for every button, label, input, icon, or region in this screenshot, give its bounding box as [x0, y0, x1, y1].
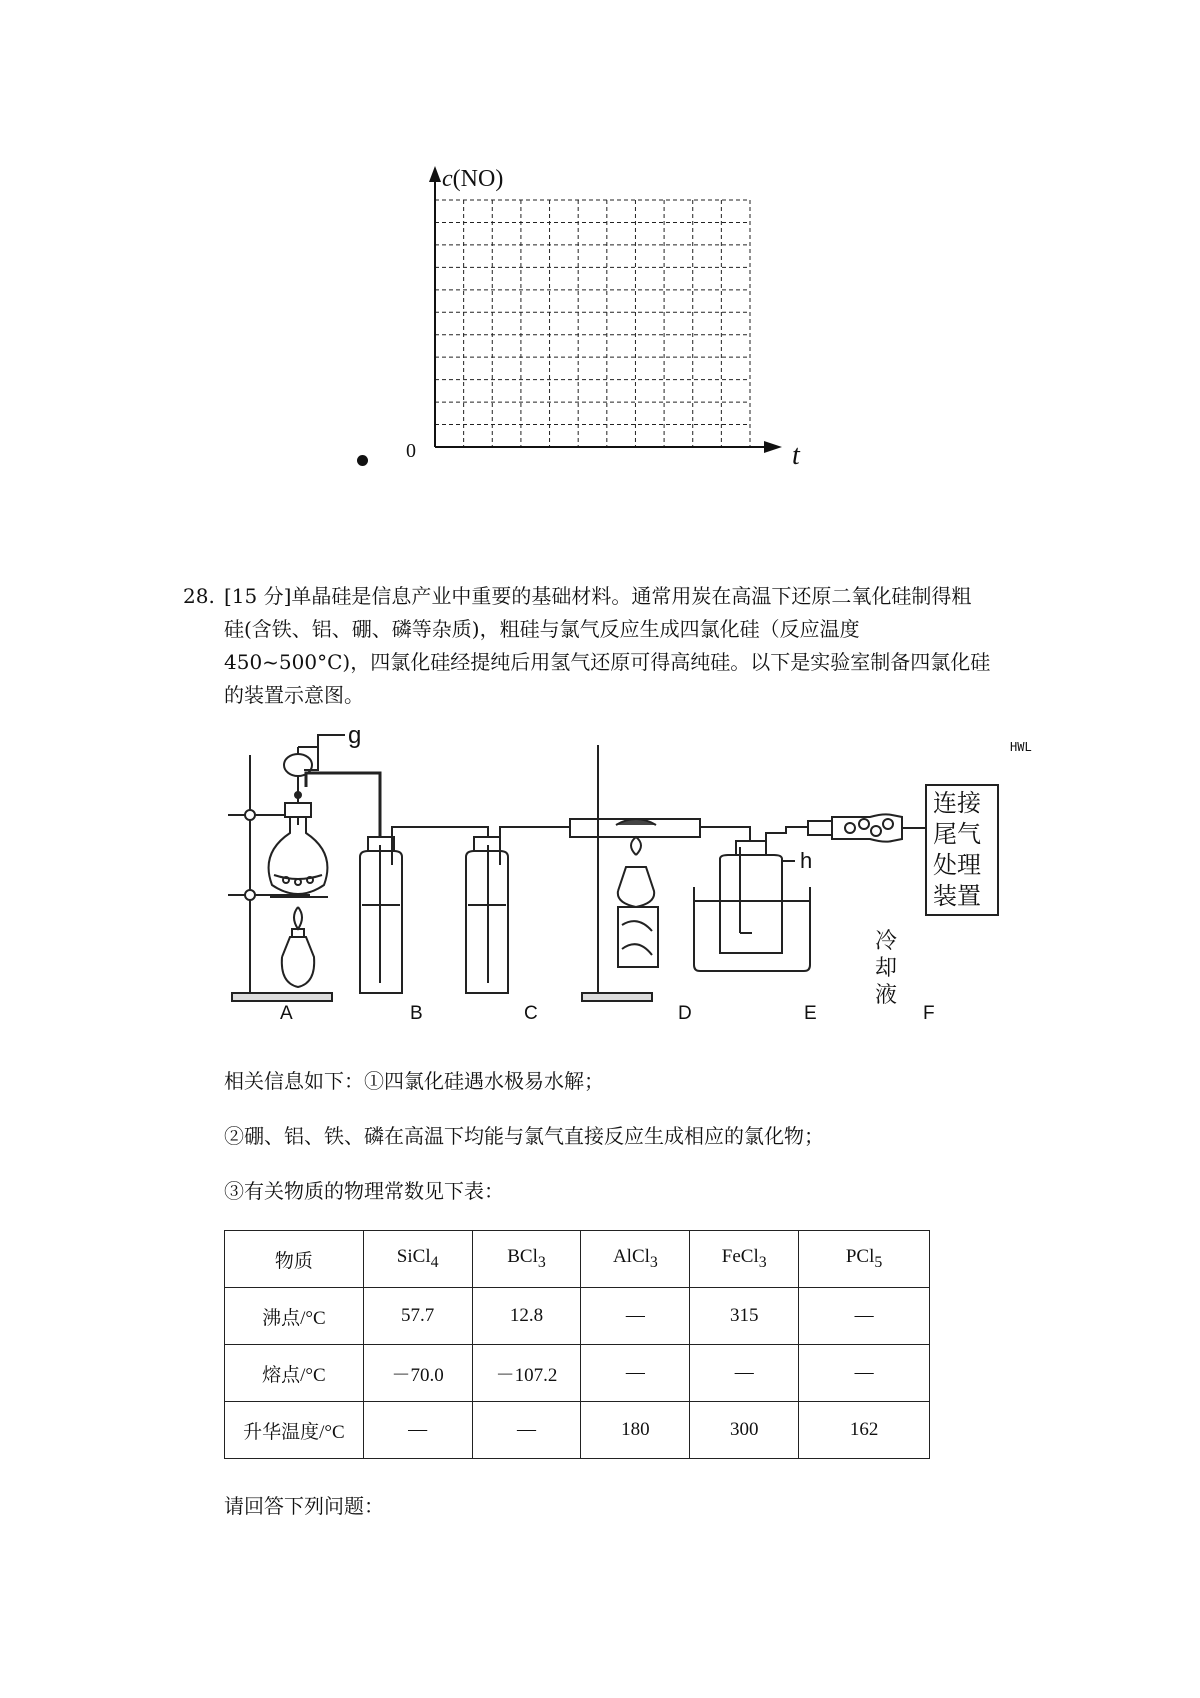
table-cell: —: [799, 1345, 930, 1402]
wash-bottle-c: [466, 837, 508, 993]
origin-label: 0: [406, 440, 416, 462]
table-cell: FeCl$_3$: [690, 1231, 799, 1288]
collector-e: [694, 827, 813, 971]
tube-g: [318, 735, 345, 747]
drying-tube-f: [808, 814, 926, 841]
table-cell: －70.0: [363, 1345, 472, 1402]
table-cell: 熔点/°C: [225, 1345, 364, 1402]
table-cell: 180: [581, 1402, 690, 1459]
label-g: g: [348, 722, 362, 749]
table-cell: —: [581, 1288, 690, 1345]
table-cell: PCl$_5$: [799, 1231, 930, 1288]
table-cell: —: [472, 1402, 581, 1459]
alcohol-lamp-a: [282, 907, 314, 987]
x-axis-label: t: [792, 440, 800, 471]
table-row: [225, 1345, 930, 1402]
label-a: A: [280, 1003, 293, 1024]
label-e: E: [804, 1003, 817, 1024]
info-line-2: ②硼、铝、铁、磷在高温下均能与氯气直接反应生成相应的氯化物；: [224, 1124, 824, 1148]
label-c: C: [524, 1003, 538, 1024]
table-cell: 300: [690, 1402, 799, 1459]
label-h: h: [800, 848, 813, 873]
closing-line: 请回答下列问题：: [224, 1494, 384, 1518]
generator-flask: [269, 747, 328, 897]
table-cell: 162: [799, 1402, 930, 1459]
question-number: 28.: [183, 584, 215, 608]
table-cell: 315: [690, 1288, 799, 1345]
table-row: [225, 1402, 930, 1459]
cooling-liquid-label: 冷 却 液: [875, 929, 898, 1008]
question-line-2: 硅(含铁、铝、硼、磷等杂质)，粗硅与氯气反应生成四氯化硅（反应温度: [224, 617, 860, 641]
table-cell: —: [690, 1345, 799, 1402]
table-row: [225, 1288, 930, 1345]
tail-gas-box-label: 连接 尾气 处理 装置: [933, 789, 981, 910]
bullet-dot: [357, 455, 368, 466]
table-cell: 沸点/°C: [225, 1288, 364, 1345]
label-b: B: [410, 1003, 423, 1024]
table-cell: —: [799, 1288, 930, 1345]
table-cell: 物质: [225, 1231, 364, 1288]
table-cell: —: [581, 1345, 690, 1402]
info-line-1: 相关信息如下：①四氯化硅遇水极易水解；: [224, 1069, 604, 1093]
table-cell: －107.2: [472, 1345, 581, 1402]
table-cell: —: [363, 1402, 472, 1459]
table-cell: SiCl$_4$: [363, 1231, 472, 1288]
y-axis-label: c(NO): [442, 166, 504, 192]
watermark-hwl: HWL: [1010, 740, 1032, 754]
constants-table: [224, 1230, 930, 1459]
question-line-4: 的装置示意图。: [224, 683, 364, 707]
question-line-1: [15 分]单晶硅是信息产业中重要的基础材料。通常用炭在高温下还原二氧化硅制得粗: [224, 584, 972, 608]
info-line-3: ③有关物质的物理常数见下表：: [224, 1179, 504, 1203]
concentration-time-grid: [340, 160, 860, 480]
question-line-3: 450~500°C)，四氯化硅经提纯后用氢气还原可得高纯硅。以下是实验室制备四氯化硅: [224, 650, 991, 674]
wash-bottle-b: [360, 837, 402, 993]
reaction-tube-d: [570, 745, 700, 1001]
label-d: D: [678, 1003, 692, 1024]
table-cell: BCl$_3$: [472, 1231, 581, 1288]
iron-stand: [228, 755, 332, 1001]
table-cell: 升华温度/°C: [225, 1402, 364, 1459]
table-cell: 12.8: [472, 1288, 581, 1345]
table-cell: 57.7: [363, 1288, 472, 1345]
label-f: F: [923, 1003, 935, 1024]
table-cell: AlCl$_3$: [581, 1231, 690, 1288]
table-header-row: [225, 1231, 930, 1288]
